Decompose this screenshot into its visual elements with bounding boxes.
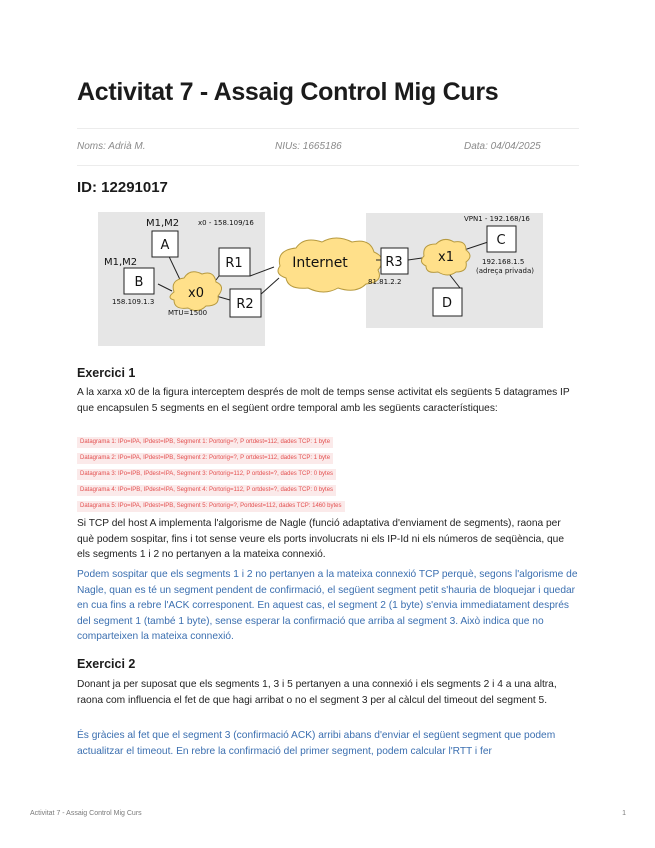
x1-network-cloud: [421, 239, 470, 275]
mtu-label: MTU=1500: [168, 309, 208, 317]
x0-label: x0: [188, 286, 204, 301]
x1-label: x1: [438, 250, 454, 265]
network-diagram: [98, 212, 543, 353]
exercise1-answer: Podem sospitar que els segments 1 i 2 no pertanyen a la mateixa connexió TCP perquè, segons l'algorisme de Nagle, quan es té un segment pendent de confirmació, el següent segment petit s'hauria de bloquejar i quedar en cua fins a rebre l'ACK corresponent. En aquest cas, el segment 2 (1 byte) s'envia immediatament després del segment 1 (també 1 byte), sense esperar la confirmació que arriba al segment 3. Això indica que no comparteixen la mateixa connexió.: [77, 569, 578, 642]
left-subnet-label: x0 - 158.109/16: [198, 219, 254, 227]
internet-cloud: [278, 238, 382, 292]
datagram-3: Datagrama 3: IPo=IPB, IPdest=IPA, Segment 3: Portorig=112, P ortdest=?, dades TCP: 0 bytes: [77, 469, 336, 480]
host-b: B: [134, 275, 144, 290]
right-subnet-label: VPN1 - 192.168/16: [464, 215, 530, 223]
r3-ip: 81.81.2.2: [368, 278, 402, 286]
footer-title: Activitat 7 - Assaig Control Mig Curs: [30, 810, 142, 817]
meta-nius: NIUs: 1665186: [275, 141, 342, 152]
id-heading: ID: 12291017: [77, 179, 168, 196]
host-c-ip: 192.168.1.5: [482, 258, 525, 266]
footer-page-number: 1: [622, 810, 626, 817]
host-c: C: [496, 233, 506, 248]
host-c-note: (adreça privada): [476, 267, 535, 275]
exercise2-heading: Exercici 2: [77, 657, 136, 671]
host-d: D: [441, 296, 453, 311]
exercise2-question: Donant ja per suposat que els segments 1, 3 i 5 pertanyen a una connexió i els segments 2 i 4 a una altra, raona com influencia el fet de que hagi arribat o no el segment 3 per al càlcul del timeout del segment 5.: [77, 679, 557, 706]
exercise2-answer: És gràcies al fet que el segment 3 (confirmació ACK) arribi abans d'enviar el següent segment que podem actualitzar el timeout. En rebre la confirmació del primer segment, podem calcular l'RTT i fer: [77, 730, 556, 757]
host-a: A: [160, 238, 170, 253]
meta-date: Data: 04/04/2025: [464, 141, 541, 152]
exercise1-intro: A la xarxa x0 de la figura interceptem després de molt de temps sense activitat els següents 5 datagrames IP que encapsulen 5 segments en el següent ordre temporal amb les següents característiques:: [77, 387, 570, 414]
exercise1-heading: Exercici 1: [77, 366, 136, 380]
host-b-ip: 158.109.1.3: [112, 298, 155, 306]
exercise1-question: Si TCP del host A implementa l'algorisme de Nagle (funció adaptativa d'enviament de segments), raona per què podem sospitar, fins i tot sense veure els ports involucrats ni els IP-Id ni els números de seqüència, que els segments 1 i 2 no pertanyen a la mateixa connexió.: [77, 518, 564, 560]
meta-bar: [77, 128, 579, 166]
datagram-4: Datagrama 4: IPo=IPB, IPdest=IPA, Segment 4: Portorig=112, P ortdest=?, dades TCP: 0 bytes: [77, 485, 336, 496]
datagram-2: Datagrama 2: IPo=IPA, IPdest=IPB, Segment 2: Portorig=?, P ortdest=112, dades TCP: 1 byte: [77, 453, 333, 464]
document-title: Activitat 7 - Assaig Control Mig Curs: [77, 78, 499, 106]
internet-label: Internet: [292, 255, 348, 271]
router-r3: R3: [385, 255, 403, 270]
router-r2: R2: [236, 297, 254, 312]
router-r1: R1: [225, 256, 243, 271]
datagram-1: Datagrama 1: IPo=IPA, IPdest=IPB, Segment 1: Portorig=?, P ortdest=112, dades TCP: 1 byte: [77, 437, 333, 448]
meta-names: Noms: Adrià M.: [77, 141, 146, 152]
datagram-5: Datagrama 5: IPo=IPA, IPdest=IPB, Segment 5: Portorig=?, Portdest=112, dades TCP: 1460 bytes: [77, 501, 345, 512]
host-b-label: M1,M2: [104, 257, 138, 268]
host-a-label: M1,M2: [146, 218, 180, 229]
